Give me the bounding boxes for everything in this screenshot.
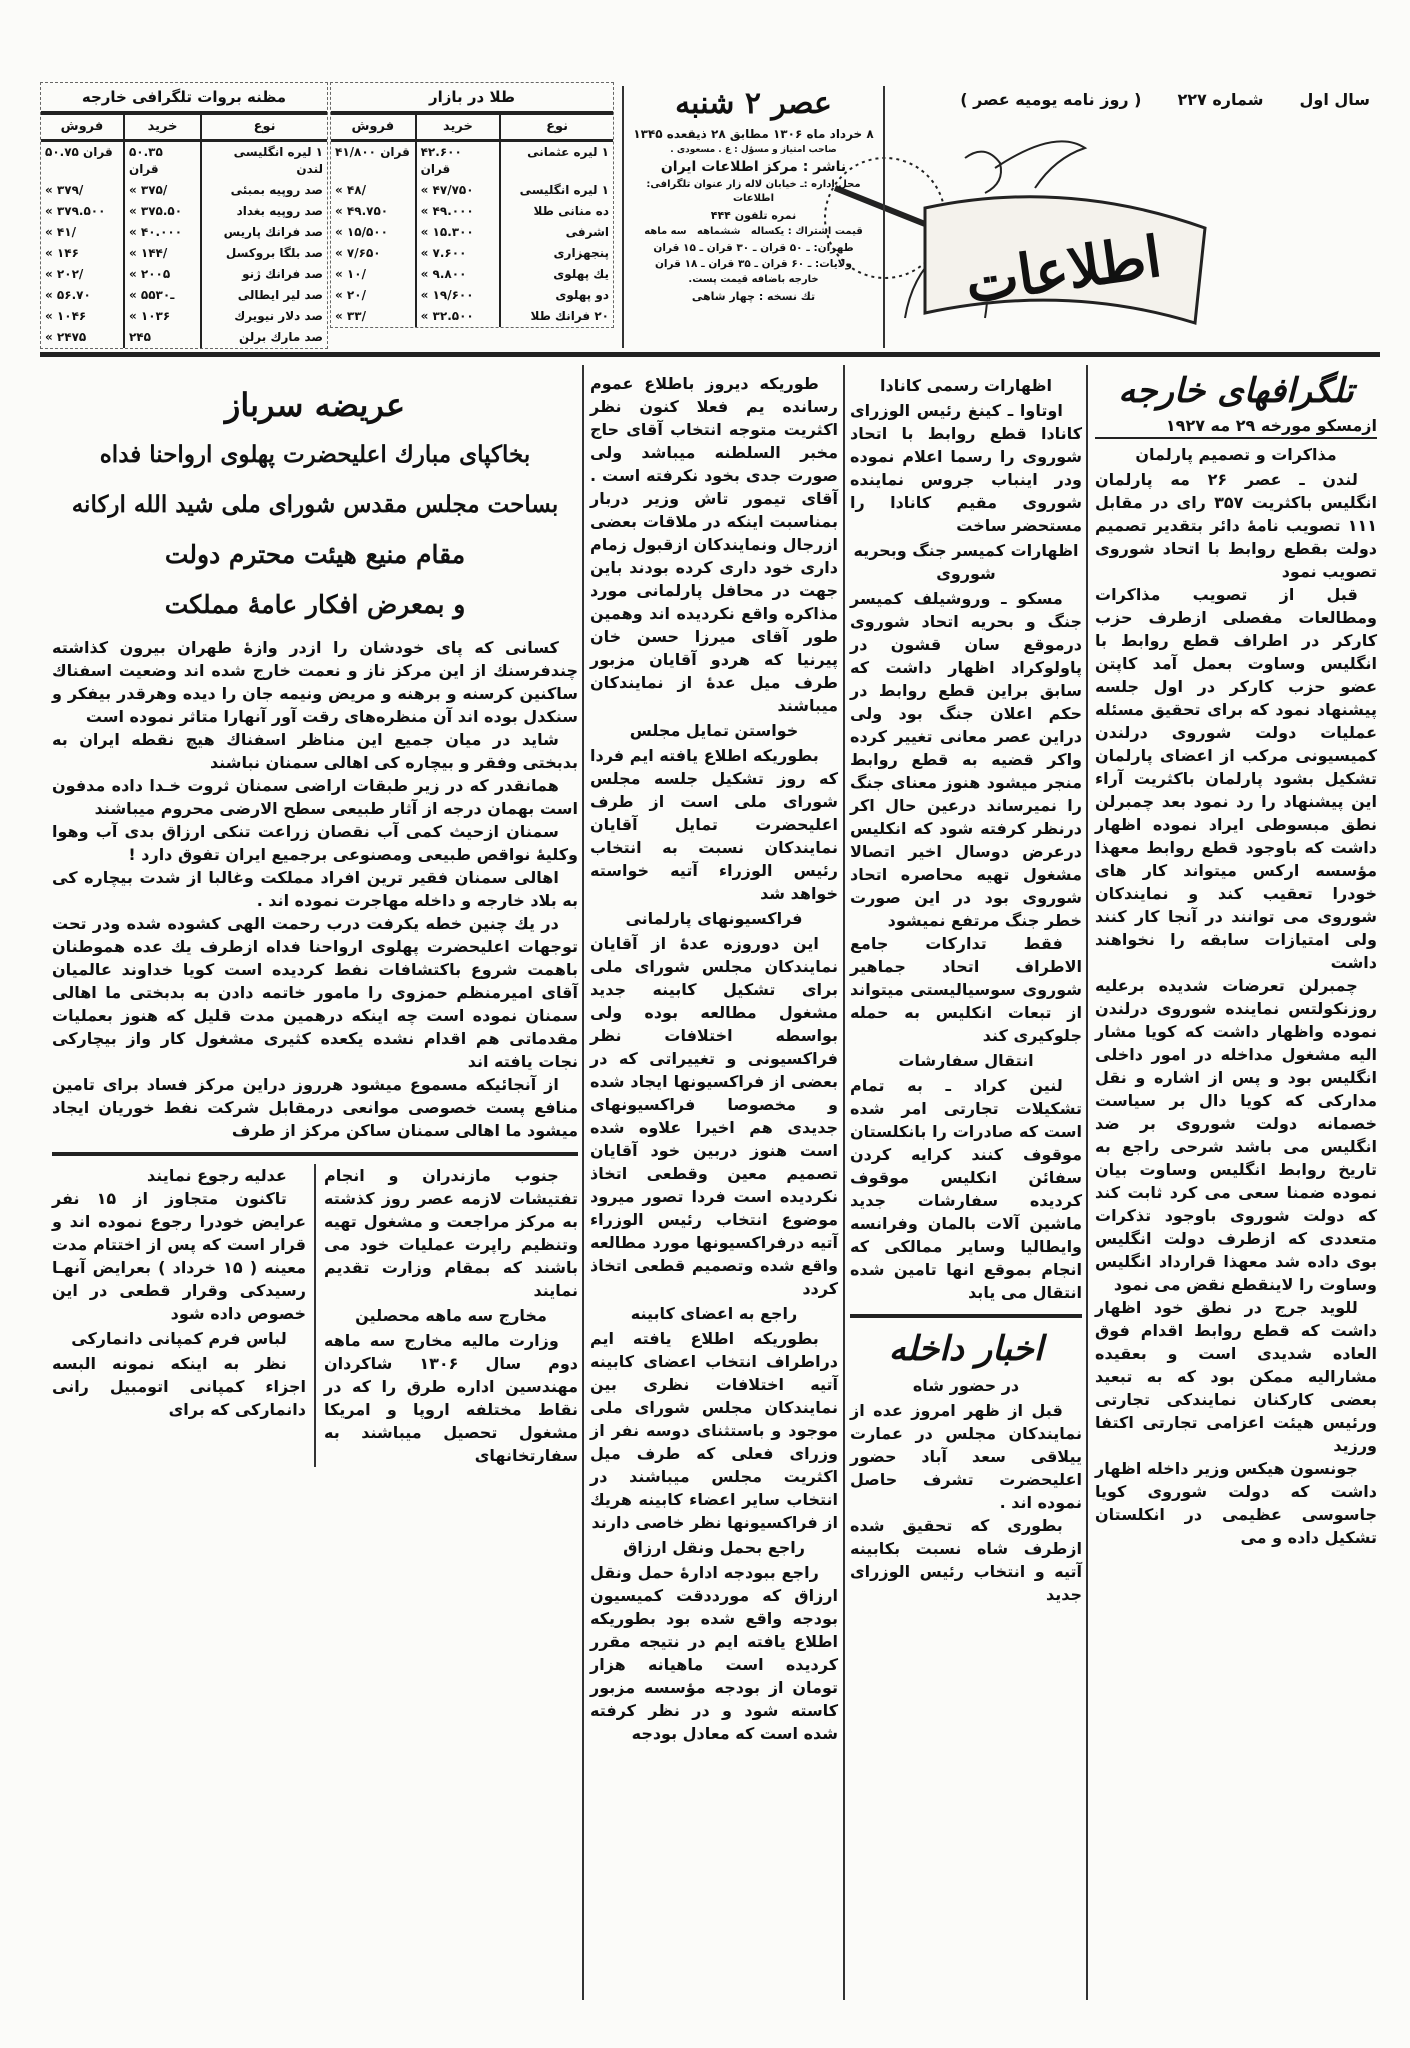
table-row (331, 306, 613, 327)
column-header: فروش (41, 115, 124, 141)
table-cell: « ۱۴۶ (45, 246, 79, 260)
article-paragraph: راجع ببودجه ادارهٔ حمل ونقل ارزاق که مورددقت کمیسیون بودجه واقع شده بود بطوریکه اطلاع یافته ایم در نتیجه مقرر کردیده است ماهیانه هزار تومان از بودجه مؤسسه مزبور کاسته شود و در نظر کرفته شده است که معادل بودجه (590, 1563, 838, 1743)
table-row (41, 222, 327, 243)
table-cell: ۲۰ فرانك طلا (500, 306, 613, 327)
column-header: نوع (500, 115, 613, 141)
publisher-line: ناشر : مرکز اطلاعات ایران (660, 159, 847, 175)
article-heading: مخارج سه ماهه محصلین (355, 1306, 547, 1325)
table-cell: یك پهلوی (500, 264, 613, 285)
column-header: خرید (416, 115, 501, 141)
article-heading: راجع به اعضای کابینه (630, 1304, 798, 1323)
article-paragraph: مسکو ـ وروشیلف کمیسر جنگ و بحریه اتحاد شوروی درموقع سان قشون در پاولوکراد اظهار داشت که سابق براین قطع روابط در حکم اعلان جنگ بود ولی دراین عصر معانی تغییر کرده واکر قضیه به قطع روابط منجر میشود هنوز معنای جنگ را نمیرساند درعین حال اکر درنظر کرفته شود که انکلیس درعرض دوسال اخیر اتصالا مشغول تهیه محاصره اتحاد شوروی بود در این صورت خطر جنگ مرتفع نمیشود (850, 589, 1082, 930)
table-cell: « ۲۰۲/ (45, 267, 84, 281)
table-cell: « ۱۴۴/ (124, 243, 201, 264)
table-cell: « ۳۷۹/ (45, 183, 84, 197)
petition-line: بساحت مجلس مقدس شورای ملی شید الله ارکانه (71, 491, 559, 518)
article-paragraph: شاید در میان جمیع این مناظر اسفناك هیچ نقطه ایران به بدبختی وفقر و بیچاره کی اهالی سمنان نباشند (52, 730, 578, 772)
article-heading: مذاکرات و تصمیم پارلمان (1135, 445, 1337, 464)
table-cell: ۵۰.۳۵ قران (124, 141, 201, 181)
table-row (331, 180, 613, 201)
table-cell: « ۲۴۷۵ (45, 330, 87, 344)
table-row (331, 243, 613, 264)
table-cell: صد مارك برلن (201, 327, 327, 348)
bottom-columns (52, 1164, 578, 1467)
table-cell: صد لیر ایطالی (201, 285, 327, 306)
subscription-tehran: طهران: ـ ۵۰ قران ـ ۳۰ قران ـ ۱۵ قران (653, 242, 854, 254)
table-cell: « ۱۰۳۶ (124, 306, 201, 327)
article-paragraph: سمنان ازحیث کمی آب نقصان زراعت تنکی ارزاق بدی آب وهوا وکلیهٔ نواقص طبیعی ومصنوعی برجمیع ایران تفوق دارد ! (52, 822, 578, 864)
table-cell: « ۳۷۹.۵۰۰ (45, 204, 106, 218)
phone-line: نمره تلفون ۴۴۴ (710, 209, 797, 222)
article-paragraph: وزارت مالیه مخارج سه ماهه دوم سال ۱۳۰۶ شاکردان مهندسین اداره طرق را که در نقاط مختلفه اروپا و امریکا مشغول تحصیل میباشند به سفارتخانهای (324, 1331, 578, 1465)
table-cell: « ۲۰۰۵ (124, 264, 201, 285)
article-paragraph: قبل از تصویب مذاکرات ومطالعات مفصلی ازطرف حزب کارکر در اطراف قطع روابط با انگلیس وساوت بعمل آمد کاپتن عضو حزب کارکر در اول جلسه پیشنهاد نمود که برای تحقیق مسئله عملیات دولت شوروی درلندن کمیسیونی مرکب از اعضای پارلمان تشکیل بشود پارلمان باکثریت آراء این پیشنهاد را رد نمود بعد چمبرلن نطق مبسوطی ایراد نموده اظهار داشت که باوجود قطع روابط معهذا مؤسسه ارکس میتواند کار های خودرا تعقیب کند و نمایندکان شوروی می توانند در آنجا کار کنند ولی امتیازات سابقه را نخواهند داشت (1095, 585, 1377, 972)
petition-headline (52, 380, 578, 630)
table-cell: « ۳۲.۵۰۰ (416, 306, 501, 327)
table-cell: ۱ لیره انگلیسی لندن (201, 141, 327, 181)
domestic-news-heading: اخبار داخله (888, 1329, 1044, 1369)
article-paragraph: اوتاوا ـ کینغ رئیس الوزرای کانادا قطع روابط با اتحاد شوروی را رسما اعلام نموده ودر اینباب جروس نماینده شوروی مقیم کانادا را مستحضر ساخت (850, 401, 1082, 535)
column-header: نوع (201, 115, 327, 141)
article-heading: انتقال سفارشات (898, 1051, 1034, 1070)
table-cell: « ۹.۸۰۰ (416, 264, 501, 285)
subscription-provinces: ولایات: ـ ۶۰ قران ـ ۳۵ قران ـ ۱۸ قران (654, 258, 853, 270)
table-row (331, 285, 613, 306)
section-divider (850, 1314, 1082, 1318)
table-cell: « ۷.۶۰۰ (416, 243, 501, 264)
table-row (41, 180, 327, 201)
table-cell: « ۱۰/ (335, 267, 366, 281)
article-paragraph: قبل از ظهر امروز عده از نمایندکان مجلس در عمارت ییلاقی سعد آباد حضور اعلیحضرت تشرف حاصل نموده اند . (850, 1401, 1082, 1512)
petition-line: بخاکپای مبارك اعلیحضرت پهلوی ارواحنا فداه (99, 441, 531, 468)
article-paragraph: از آنجائیکه مسموع میشود هرروز دراین مرکز فساد برای تامین منافع پست خصوصی موانعی درمقابل شرکت نفط خوریان ایجاد میشود ما اهالی سمنان ساکن مرکز از طرف (52, 1075, 578, 1140)
article-paragraph: نظر به اینکه نمونه البسه اجزاء کمپانی اتومبیل رانی دانمارکی که برای (52, 1354, 306, 1419)
table-row (41, 243, 327, 264)
table-row (331, 141, 613, 181)
table-cell: « ۴۱/ (45, 225, 76, 239)
article-paragraph: فقط تدارکات جامع الاطراف اتحاد جماهیر شوروی سوسیالیستی میتواند از تبعات انکلیس به حمله جلوکیری کند (850, 934, 1082, 1045)
issue-day: عصر ۲ شنبه (675, 86, 832, 121)
article-paragraph: اهالی سمنان فقیر ترین افراد مملکت وغالبا از شدت بیچاره کی به بلاد خارجه و داخله مهاجرت نموده اند . (52, 868, 578, 910)
article-paragraph: در یك چنین خطه یکرفت درب رحمت الهی کشوده شده ودر تحت توجهات اعلیحضرت پهلوی ارواحنا فداه ازطرف یك عده هموطنان باهمت شروع باکتشافات نفط کردیده است کویا خداوند عالمیان آقای امیرمنظم حمزوی را مامور خاتمه دادن به بدبختی ما اهالی سمنان نموده است چه اینکه درهمین مدت قلیل که هنوز بعملیات مقدماتی هم اقدام نشده یکعده کثیری مشغول کار واز بیچارکی نجات یافته اند (52, 914, 578, 1071)
table-row (41, 327, 327, 348)
article-paragraph: بطوری که تحقیق شده ازطرف شاه نسبت بکابینه آتیه و انتخاب رئیس الوزرای جدید (850, 1516, 1082, 1604)
table-cell: « ۳۷۵/ (124, 180, 201, 201)
bottom-column-right (314, 1164, 578, 1467)
article-paragraph: جونسون هیکس وزیر داخله اظهار داشت که دولت شوروی کویا جاسوسی عظیمی در انکلستان تشکیل داده و می (1095, 1459, 1377, 1547)
foreign-telegrams-heading: تلگرافهای خارجه (1118, 371, 1354, 411)
table-cell: دو پهلوی (500, 285, 613, 306)
single-copy-price: تك نسخه : چهار شاهی (691, 290, 816, 303)
table-cell: صد بلگا بروکسل (201, 243, 327, 264)
exchange-table-title: مظنه بروات تلگرافی خارجه (41, 83, 327, 115)
issue-date: ۸ خرداد ماه ۱۳۰۶ مطابق ۲۸ ذیقعده ۱۳۴۵ (633, 127, 874, 141)
table-cell: ۴۲.۶۰۰ قران (416, 141, 501, 181)
table-cell: پنجهزاری (500, 243, 613, 264)
article-paragraph: عدلیه رجوع نمایند (147, 1166, 287, 1185)
table-cell: صد فرانك پاریس (201, 222, 327, 243)
article-paragraph: جنوب مازندران و انجام تفتیشات لازمه عصر روز کذشته به مرکز مراجعت و مشغول تهیه وتنظیم راپرت عملیات خود می باشند که بمقام وزارت تقدیم نمایند (324, 1166, 578, 1300)
news-column-3 (590, 372, 838, 1745)
article-paragraph: للوید جرج در نطق خود اظهار داشت که قطع روابط اقدام فوق العاده شدیدی است و بعقیده مشارالیه ممکن بود که به تبعید بعضی کارکنان نمایندکی تجارتی ورئیس هیئت اعزامی تجارتی اکتفا ورزید (1095, 1298, 1377, 1455)
article-heading: خواستن تمایل مجلس (629, 721, 799, 740)
article-heading: لباس فرم کمپانی دانمارکی (71, 1329, 287, 1348)
petition-title: عریضه سرباز (224, 386, 406, 424)
domestic-news-column (850, 1326, 1082, 1606)
masthead-subtitle: ( روز نامه یومیه عصر ) (960, 90, 1142, 109)
article-heading: فراکسیونهای پارلمانی (625, 909, 803, 928)
article-heading: اظهارات کمیسر جنگ وبحریه شوروی (853, 541, 1079, 583)
owner-line: صاحب امتیاز و مسؤل : ع . مسعودی . (670, 145, 837, 155)
table-cell: ۲۴۵ (124, 327, 201, 348)
subscription-abroad: خارجه باضافه قیمت پست. (688, 274, 819, 285)
table-row (41, 201, 327, 222)
table-cell: اشرفی (500, 222, 613, 243)
table-row (41, 264, 327, 285)
table-cell: « ۱۵.۳۰۰ (416, 222, 501, 243)
logo-text: اطلاعات (961, 223, 1166, 317)
foreign-telegrams-column (1095, 368, 1377, 1549)
table-cell: « ۱۵/۵۰۰ (335, 225, 388, 239)
table-cell: ۴۱/۸۰۰ قران (335, 145, 410, 159)
issue-info-box (628, 84, 879, 306)
petition-line: و بمعرض افکار عامهٔ مملکت (164, 590, 466, 619)
article-paragraph: همانقدر که در زیر طبقات اراضی سمنان ثروت خـدا داده مدفون است بهمان درجه از آثار طبیعی سطح الارضی محروم میباشند (52, 776, 578, 818)
article-paragraph: کسانی که پای خودشان را ازدر وازهٔ طهران بیرون کذاشته چندفرسنك از این مرکز ناز و نعمت خارج شده اند وضعیت اسفناك ساکنین کرسنه و برهنه و مریض ونیمه جان را دیده وهرقدر بیفکر و سنکدل بوده اند آن منظره‌های رقت آور آنهارا متاثر نموده است (52, 638, 578, 726)
table-cell: « ۱۰۴۶ (45, 309, 87, 323)
petition-column (52, 380, 578, 1467)
dateline: ازمسکو مورخه ۲۹ مه ۱۹۲۷ (1095, 414, 1377, 439)
volume-label: سال اول (1299, 90, 1370, 109)
article-paragraph: لندن ـ عصر ۲۶ مه پارلمان انگلیس باکثریت ۳۵۷ رای در مقابل ۱۱۱ تصویب نامهٔ دائر بتقدیر تصمیم دولت بقطع روابط با اتحاد شوروی تصویب نمود (1095, 470, 1377, 581)
table-row (331, 222, 613, 243)
table-cell: « ۴۰.۰۰۰ (124, 222, 201, 243)
issue-number: شماره ۲۲۷ (1177, 90, 1264, 109)
petition-body (52, 636, 578, 1142)
article-paragraph: بطوریکه اطلاع یافته ایم فردا که روز تشکیل جلسه مجلس شورای ملی است از طرف اعلیحضرت تمایل آقایان نمایندکان نسبت به انتخاب رئیس الوزراء آتیه خواسته خواهد شد (590, 746, 838, 903)
table-cell: « ۴۸/ (335, 183, 366, 197)
table-cell: « ۳۷۵.۵۰ (124, 201, 201, 222)
section-divider (52, 1152, 578, 1156)
table-cell: « ۲۰/ (335, 288, 366, 302)
table-cell: صد روپیه بغداد (201, 201, 327, 222)
petition-line: مقام منیع هیئت محترم دولت (164, 540, 466, 569)
article-heading: راجع بحمل ونقل ارزاق (623, 1538, 805, 1557)
table-cell: صد دلار نیویرك (201, 306, 327, 327)
table-cell: ۱ لیره عثمانی (500, 141, 613, 181)
exchange-rates-table (40, 82, 328, 349)
table-cell: « ۷/۶۵۰ (335, 246, 381, 260)
article-paragraph: این دوروزه عدهٔ از آقایان نمایندکان مجلس شورای ملی برای تشکیل کابینه جدید مشغول مطالعه بوده ولی بواسطه اختلافات نظر فراکسیونی و تغییراتی که در بعضی از فراکسیونها ایجاد شده و مخصوصا فراکسیونهای جدیدی هم اخیرا علاوه شده است هنوز دربین خود آقایان تصمیم معین وقطعی اتخاذ نکردیده است فردا تصور میرود موضوع انتخاب رئیس الوزراء آتیه درفراکسیونها مورد مطالعه واقع شده وتصمیم قطعی اتخاذ کردد (590, 934, 838, 1298)
table-cell: « ۱۹/۶۰۰ (416, 285, 501, 306)
subscription-header: قیمت اشتراك : یکساله ششماهه سه ماهه (644, 226, 863, 237)
table-row (331, 201, 613, 222)
article-paragraph: بطوریکه اطلاع یافته ایم دراطراف انتخاب اعضای کابینه آتیه اختلافات نظری بین نمایندکان مجلس شورای ملی موجود و باستثنای دوسه نفر از وزرای فعلی که طرف میل اکثریت مجلس میباشند در انتخاب سایر اعضاء کابینه هریك از فراکسیونها نظر خاصی دارند (590, 1329, 838, 1532)
masthead-top-line (960, 90, 1370, 109)
address-line: محل اداره :ـ خیابان لاله زار عنوان تلگرافی: اطلاعات (646, 179, 861, 204)
table-cell: ۵۰.۷۵ قران (45, 145, 113, 159)
gold-table-title: طلا در بازار (331, 83, 613, 115)
table-row (41, 285, 327, 306)
article-heading: در حضور شاه (912, 1376, 1020, 1395)
table-cell: ۱ لیره انگلیسی (500, 180, 613, 201)
article-paragraph: چمبرلن تعرضات شدیده برعلیه روزنکولتس نماینده شوروی درلندن نموده واظهار داشت که کویا مشار الیه مشغول مداخله در امور داخلی انگلیس بود و پس از اشاره و نقل مدارکی که کویا دال بر سیاست خصمانه دولت شوروی بر ضد انگلیس می باشد شرحی راجع به تاریخ روابط انگلیس وساوت بیان نموده ضمنا سعی می کرد ثابت کند که دولت شوروی باوجود تذکرات متعددی که ازطرف دولت انگلیس بوی داده شد معهذا قرارداد انگلیس وساوت را لاینقطع نقض می نمود (1095, 976, 1377, 1294)
table-cell: صد روپیه بمبئی (201, 180, 327, 201)
table-cell: ده منانی طلا (500, 201, 613, 222)
bottom-column-left (52, 1164, 314, 1467)
article-heading: اظهارات رسمی کانادا (880, 376, 1052, 395)
article-paragraph: تاکنون متجاوز از ۱۵ نفر عرایض خودرا رجوع نموده اند و قرار است که پس از اختتام مدت معینه ( ۱۵ خرداد ) بعرایض آنهـا رسیدکی وقرار قطعی در این خصوص داده شود (52, 1189, 307, 1323)
gold-market-table (330, 82, 614, 328)
table-cell: « ۵۵ـ۳۰ (124, 285, 201, 306)
article-paragraph: لنین کراد ـ به تمام تشکیلات تجارتی امر شده است که صادرات را بانکلستان موقوف کنند کرایه کردن سفائن انکلیس موقوف کردیده سفارشات جدید ماشین آلات بالمان وفرانسه وایطالیا وسایر ممالکی که انجام بموقع انها تامین شده انتقال می یابد (850, 1076, 1082, 1302)
table-row (41, 306, 327, 327)
table-row (41, 141, 327, 181)
column-header: فروش (331, 115, 416, 141)
table-cell: « ۴۹.۰۰۰ (416, 201, 501, 222)
column-header: خرید (124, 115, 201, 141)
table-cell: « ۵۶.۷۰ (45, 288, 91, 302)
table-cell: صد فرانك ژنو (201, 264, 327, 285)
news-column-2 (850, 372, 1082, 1606)
table-row (331, 264, 613, 285)
table-cell: « ۴۷/۷۵۰ (416, 180, 501, 201)
article-paragraph: طوریکه دیروز باطلاع عموم رسانده یم فعلا کنون نظر اکثریت متوجه انتخاب آقای حاج مخبر السلطنه میباشد ولی صورت جدی بخود نکرفته است . آقای تیمور تاش وزیر دربار بمناسبت اینکه در ملاقات بعضی ازرجال ونمایندکان ازقبول زمام داری خود داری کرده بودند باین جهت در محافل پارلمانی مورد مذاکره واقع نکردیده اند وهمین طور آقای میرزا حسن خان پیرنیا که هردو آقایان مزبور طرف میل عدهٔ از نمایندکان میباشند (590, 374, 838, 715)
table-cell: « ۳۳/ (335, 309, 366, 323)
table-cell: « ۴۹.۷۵۰ (335, 204, 389, 218)
